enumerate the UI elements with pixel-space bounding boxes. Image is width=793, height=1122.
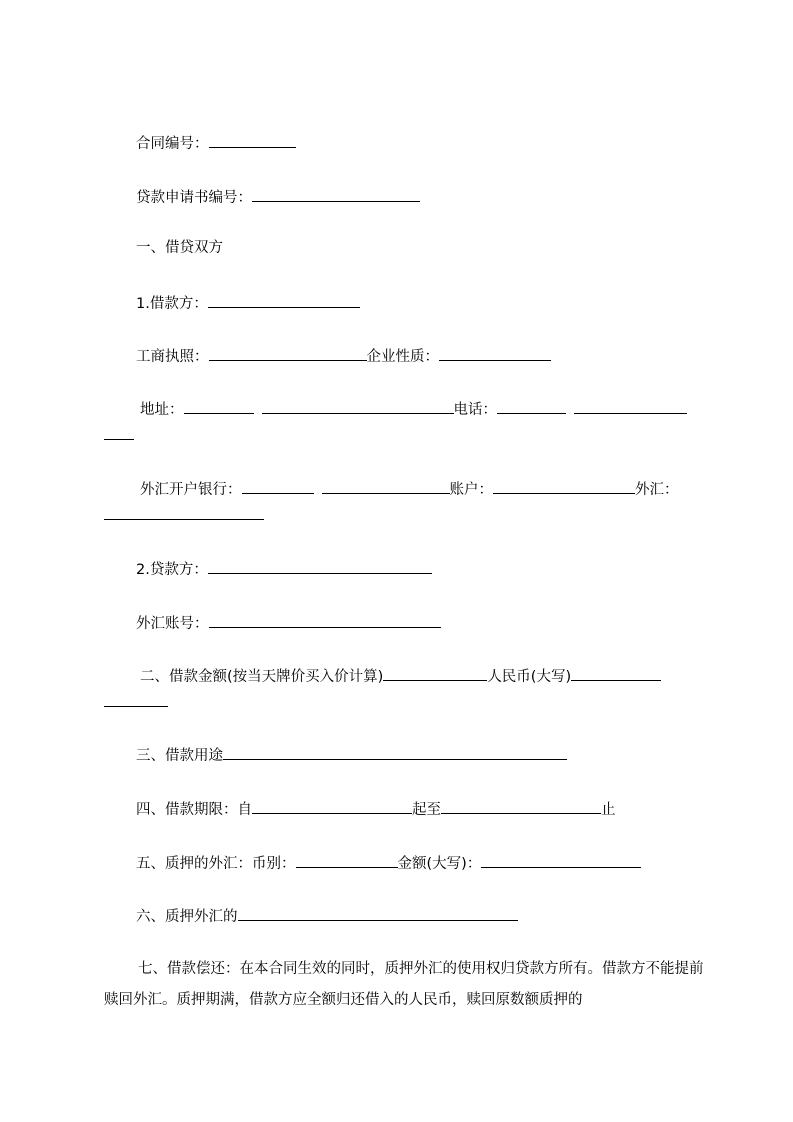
loan-amount-label: 二、借款金额(按当天牌价买入价计算) bbox=[140, 669, 384, 685]
fx-bank-blank-1[interactable] bbox=[242, 479, 314, 494]
fx-account-line bbox=[136, 613, 441, 634]
loan-amount-blank[interactable] bbox=[383, 666, 487, 681]
amount-blank[interactable] bbox=[481, 853, 641, 868]
fx-bank-line bbox=[140, 479, 679, 500]
fx-account-label: 外汇账号： bbox=[136, 616, 209, 632]
address-blank-1[interactable] bbox=[184, 399, 254, 414]
application-number-line bbox=[136, 187, 420, 208]
loan-purpose-line bbox=[136, 745, 567, 766]
phone-label: 电话： bbox=[453, 402, 497, 418]
business-license-line bbox=[136, 346, 551, 367]
lender-blank[interactable] bbox=[208, 559, 432, 574]
loan-purpose-blank[interactable] bbox=[223, 745, 567, 760]
pledged-fx-usage-label: 六、质押外汇的 bbox=[136, 909, 238, 925]
term-end-blank[interactable] bbox=[441, 799, 601, 814]
address-line-continued bbox=[104, 425, 134, 446]
end-label: 止 bbox=[601, 802, 616, 818]
fx-bank-blank-2[interactable] bbox=[322, 479, 450, 494]
loan-amount-line bbox=[140, 666, 661, 687]
rmb-blank-continued[interactable] bbox=[104, 692, 168, 707]
loan-amount-line-continued bbox=[104, 692, 168, 713]
rmb-label: 人民币(大写) bbox=[487, 669, 572, 685]
loan-term-label: 四、借款期限：自 bbox=[136, 802, 252, 818]
currency-blank[interactable] bbox=[296, 853, 398, 868]
term-start-blank[interactable] bbox=[252, 799, 412, 814]
address-blank-2[interactable] bbox=[262, 399, 454, 414]
fx-account-blank[interactable] bbox=[209, 613, 441, 628]
loan-purpose-label: 三、借款用途 bbox=[136, 748, 223, 764]
loan-term-line bbox=[136, 799, 616, 820]
phone-blank-1[interactable] bbox=[497, 399, 566, 414]
fx-bank-label: 外汇开户银行： bbox=[140, 482, 242, 498]
rmb-blank[interactable] bbox=[571, 666, 661, 681]
repayment-text: 七、借款偿还：在本合同生效的同时，质押外汇的使用权归贷款方所有。借款方不能提前赎回外汇。质押期满，借款方应全额归还借入的人民币，赎回原数额质押的 bbox=[104, 961, 704, 1008]
phone-blank-continued[interactable] bbox=[104, 425, 134, 440]
fx-blank[interactable] bbox=[104, 505, 264, 520]
business-license-blank[interactable] bbox=[209, 346, 367, 361]
lender-line bbox=[136, 559, 432, 580]
borrower-label: 1.借款方： bbox=[136, 296, 208, 312]
account-blank[interactable] bbox=[493, 479, 635, 494]
borrower-blank[interactable] bbox=[208, 293, 360, 308]
contract-number-label: 合同编号： bbox=[136, 136, 209, 152]
address-label: 地址： bbox=[140, 402, 184, 418]
section-1-title: 一、借贷双方 bbox=[136, 240, 223, 256]
pledged-fx-label: 五、质押的外汇：币别： bbox=[136, 856, 296, 872]
phone-blank-2[interactable] bbox=[574, 399, 687, 414]
fx-line-continued bbox=[104, 505, 264, 526]
application-number-label: 贷款申请书编号： bbox=[136, 190, 252, 206]
application-number-blank[interactable] bbox=[252, 187, 420, 202]
account-label: 账户： bbox=[449, 482, 493, 498]
address-line bbox=[140, 399, 687, 420]
pledged-fx-line bbox=[136, 853, 641, 874]
contract-number-blank[interactable] bbox=[209, 133, 296, 148]
amount-label: 金额(大写)： bbox=[397, 856, 482, 872]
enterprise-nature-blank[interactable] bbox=[439, 346, 551, 361]
lender-label: 2.贷款方： bbox=[136, 562, 208, 578]
repayment-paragraph bbox=[104, 954, 704, 1016]
pledged-fx-usage-line bbox=[136, 906, 518, 927]
from-to-label: 起至 bbox=[412, 802, 441, 818]
fx-label: 外汇： bbox=[635, 482, 679, 498]
business-license-label: 工商执照： bbox=[136, 349, 209, 365]
borrower-line bbox=[136, 293, 360, 314]
enterprise-nature-label: 企业性质： bbox=[366, 349, 439, 365]
contract-number-line bbox=[136, 133, 296, 154]
pledged-fx-usage-blank[interactable] bbox=[238, 906, 518, 921]
